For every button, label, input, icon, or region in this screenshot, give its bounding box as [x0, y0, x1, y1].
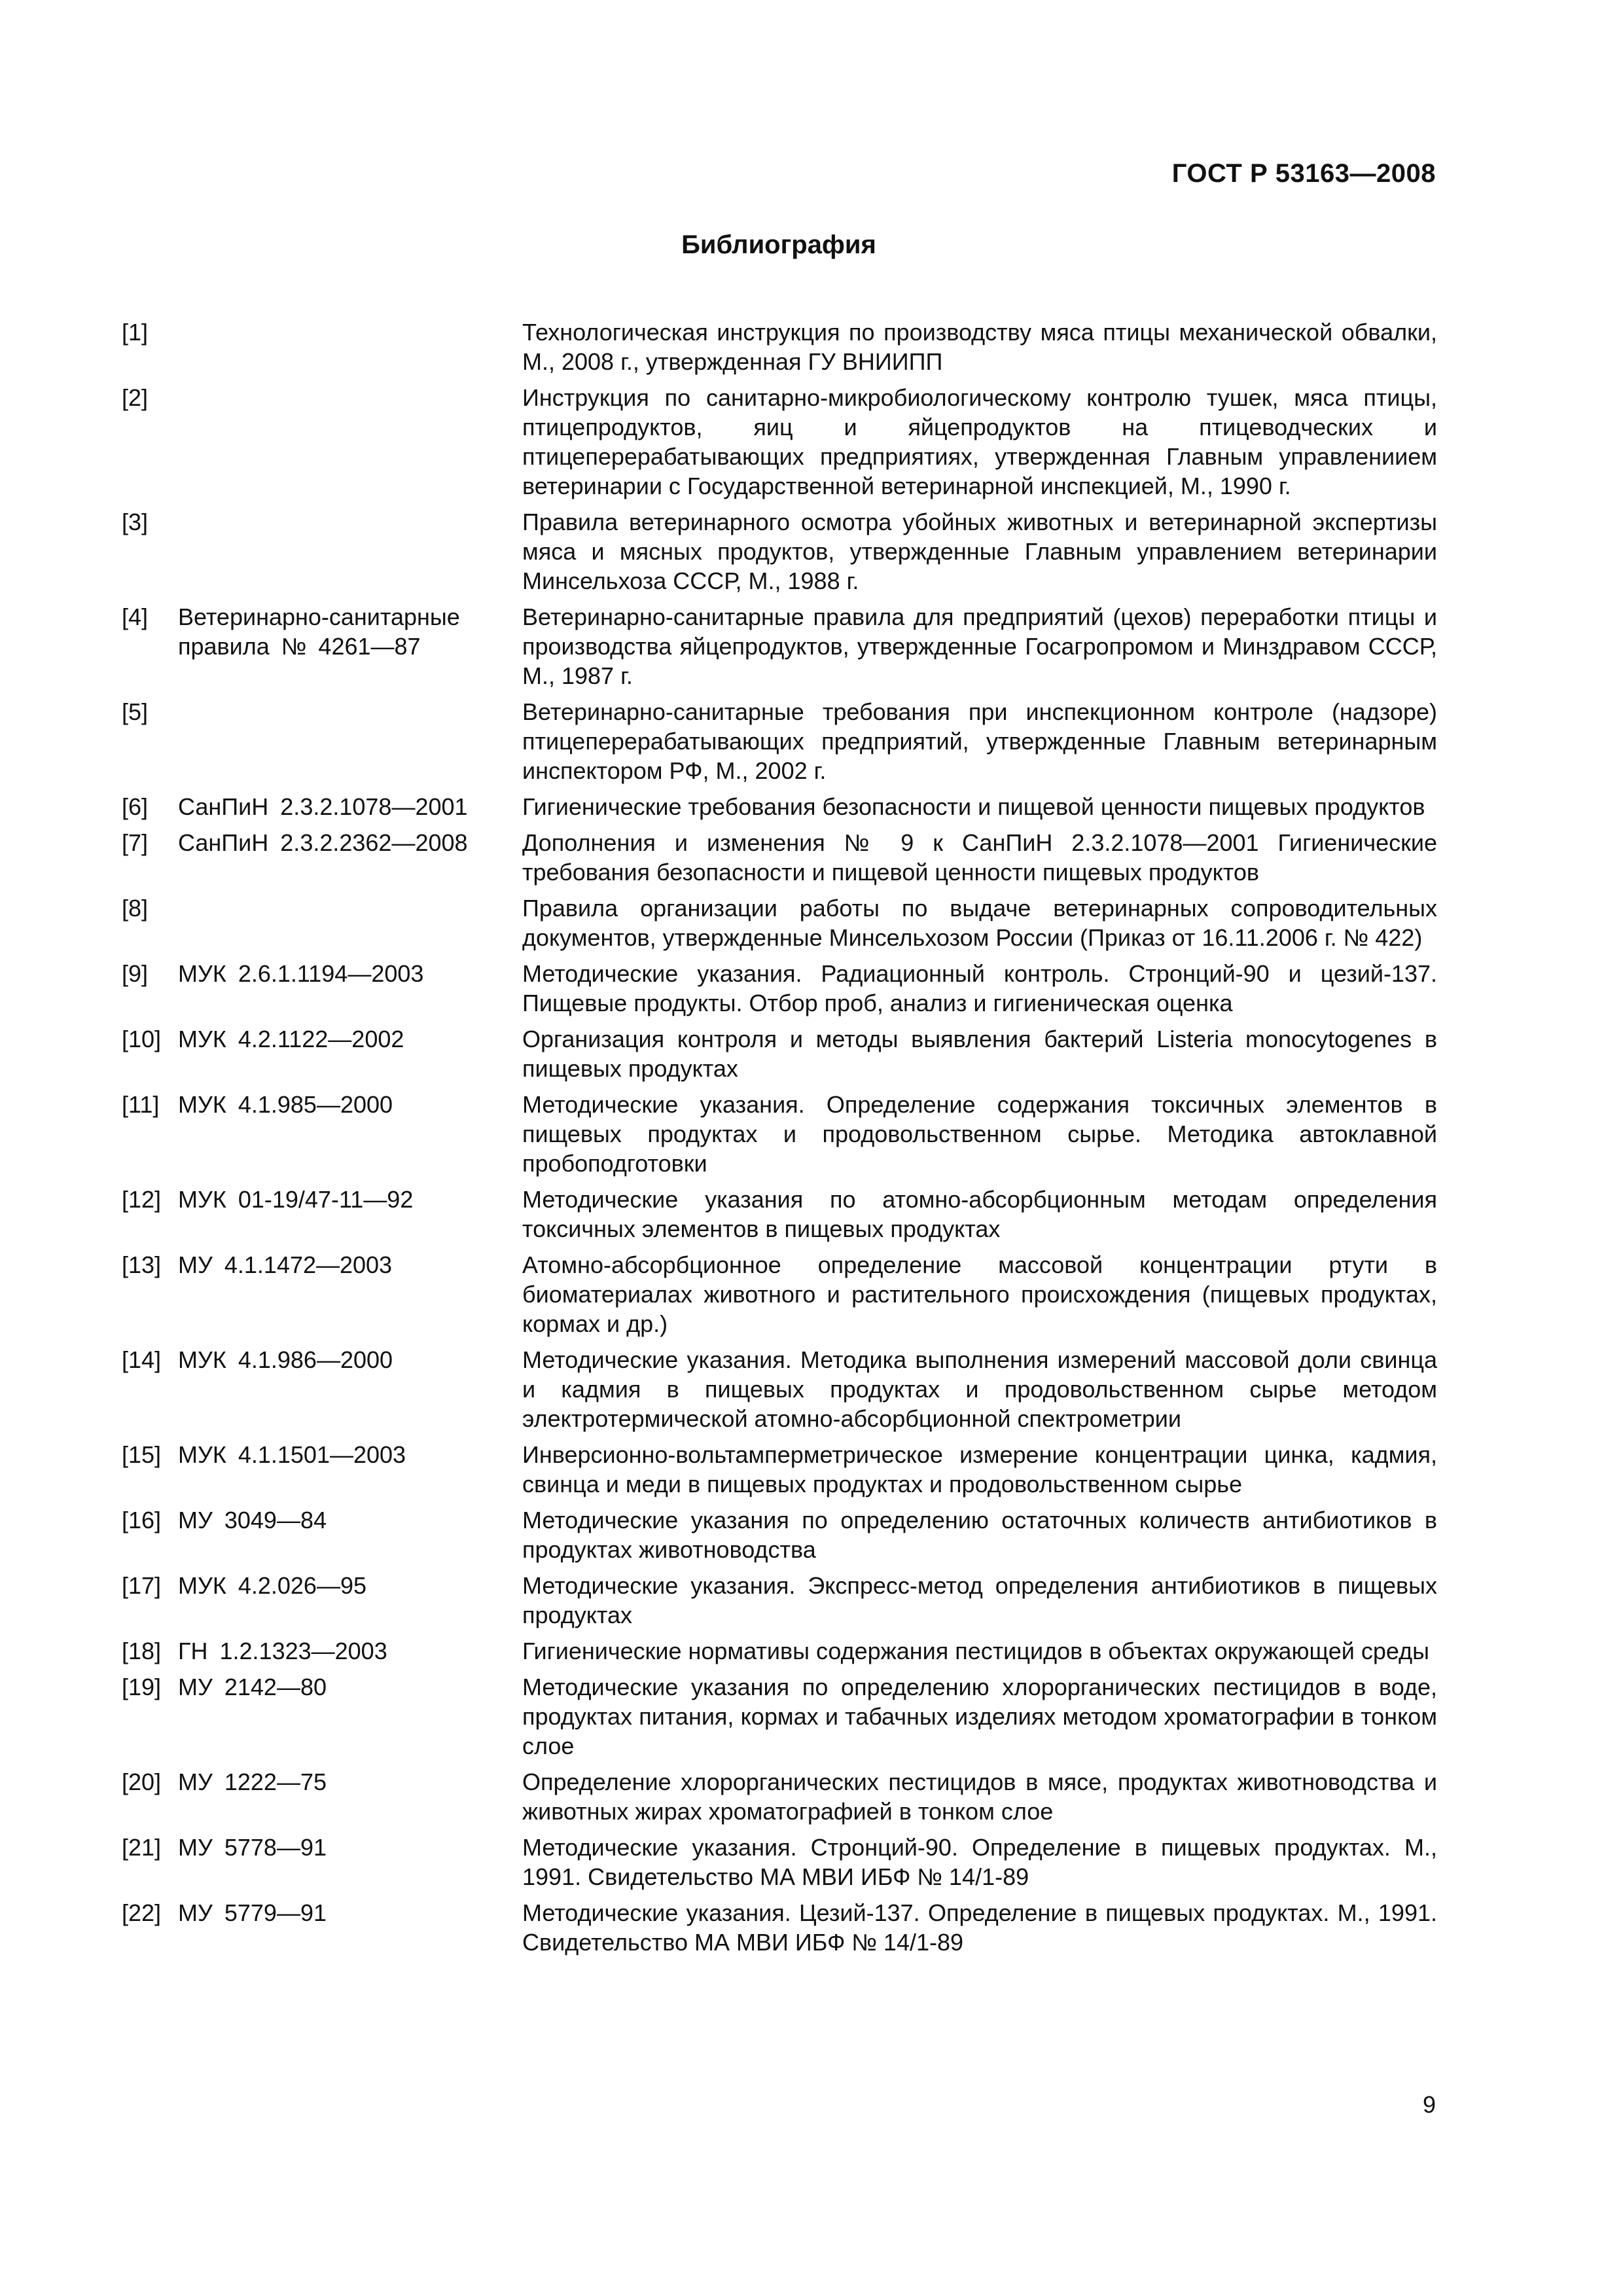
- entry-number: [14]: [122, 1346, 162, 1373]
- entry-number: [10]: [122, 1026, 162, 1052]
- entry-number: [22]: [122, 1899, 162, 1926]
- entry-description: Ветеринарно-санитарные требования при инспекционном контроле (надзоре) птицеперерабатывающих предприятий, утвержденные Главным ветеринарным инспектором РФ, М., 2002 г.: [522, 698, 1437, 784]
- entry-description: Гигиенические нормативы содержания пестицидов в объектах окружающей среды: [522, 1638, 1429, 1664]
- entry-number: [15]: [122, 1441, 162, 1468]
- entry-number: [2]: [122, 384, 149, 411]
- entry-number: [4]: [122, 603, 149, 630]
- entry-number: [19]: [122, 1674, 162, 1700]
- entry-number: [3]: [122, 509, 149, 535]
- entry-document-code: Ветеринарно-санитарные правила № 4261—87: [178, 603, 460, 660]
- entry-description: Методические указания по атомно-абсорбционным методам определения токсичных элементов в пищевых продуктах: [522, 1186, 1437, 1242]
- entry-description: Методические указания. Цезий-137. Определение в пищевых продуктах. М., 1991. Свидетельство МА МВИ ИБФ № 14/1-89: [522, 1899, 1437, 1956]
- entry-number: [21]: [122, 1834, 162, 1861]
- bibliography-list: [122, 317, 1437, 1964]
- entry-number: [11]: [122, 1091, 160, 1118]
- entry-document-code: МУК 01-19/47-11—92: [178, 1186, 414, 1213]
- bibliography-entry: [122, 507, 1437, 596]
- entry-document-code: МУ 3049—84: [178, 1507, 327, 1534]
- bibliography-entry: [122, 893, 1437, 952]
- entry-number: [6]: [122, 793, 149, 820]
- entry-number: [18]: [122, 1638, 162, 1664]
- entry-number: [13]: [122, 1251, 162, 1278]
- bibliography-entry: [122, 1672, 1437, 1761]
- entry-description: Определение хлорорганических пестицидов в мясе, продуктах животноводства и животных жирах хроматографией в тонком слое: [522, 1768, 1437, 1825]
- entry-description: Ветеринарно-санитарные правила для предприятий (цехов) переработки птицы и производства яйцепродуктов, утвержденные Госагропромом и Минздравом СССР, М., 1987 г.: [522, 603, 1437, 689]
- bibliography-entry: [122, 1185, 1437, 1244]
- entry-document-code: СанПиН 2.3.2.2362—2008: [178, 829, 468, 856]
- entry-document-code: МУ 1222—75: [178, 1768, 327, 1795]
- entry-description: Инструкция по санитарно-микробиологическому контролю тушек, мяса птицы, птицепродуктов, яиц и яйцепродуктов на птицеводческих и птицеперерабатывающих предприятиях, утвержденная Главным управлениием ветеринарии с Государственной ветеринарной инспекцией, М., 1990 г.: [522, 384, 1437, 499]
- bibliography-entry: [122, 602, 1437, 691]
- entry-number: [5]: [122, 698, 149, 725]
- entry-number: [7]: [122, 829, 149, 856]
- entry-document-code: МУК 4.1.985—2000: [178, 1091, 393, 1118]
- bibliography-entry: [122, 1024, 1437, 1083]
- document-code: ГОСТ Р 53163—2008: [1171, 159, 1436, 188]
- entry-document-code: МУК 4.1.1501—2003: [178, 1441, 406, 1468]
- entry-document-code: СанПиН 2.3.2.1078—2001: [178, 793, 468, 820]
- entry-document-code: МУ 5778—91: [178, 1834, 327, 1861]
- bibliography-entry: [122, 1090, 1437, 1178]
- entry-description: Дополнения и изменения № 9 к СанПиН 2.3.2.1078—2001 Гигиенические требования безопасности и пищевой ценности пищевых продуктов: [522, 829, 1437, 886]
- entry-document-code: ГН 1.2.1323—2003: [178, 1638, 387, 1664]
- entry-document-code: МУК 4.2.026—95: [178, 1572, 366, 1599]
- entry-document-code: МУК 2.6.1.1194—2003: [178, 960, 424, 987]
- entry-description: Методические указания. Экспресс-метод определения антибиотиков в пищевых продуктах: [522, 1572, 1437, 1628]
- entry-document-code: МУ 5779—91: [178, 1899, 327, 1926]
- entry-description: Правила организации работы по выдаче ветеринарных сопроводительных документов, утвержденные Минсельхозом России (Приказ от 16.11.2006 г. № 422): [522, 895, 1437, 951]
- entry-document-code: МУ 4.1.1472—2003: [178, 1251, 393, 1278]
- entry-description: Методические указания по определению хлорорганических пестицидов в воде, продуктах питания, кормах и табачных изделиях методом хроматографии в тонком слое: [522, 1674, 1437, 1759]
- bibliography-entry: [122, 383, 1437, 501]
- bibliography-entry: [122, 1345, 1437, 1433]
- entry-number: [17]: [122, 1572, 162, 1599]
- entry-document-code: МУ 2142—80: [178, 1674, 327, 1700]
- bibliography-entry: [122, 1440, 1437, 1499]
- entry-number: [20]: [122, 1768, 162, 1795]
- entry-number: [8]: [122, 895, 149, 922]
- bibliography-entry: [122, 1505, 1437, 1564]
- entry-document-code: МУК 4.2.1122—2002: [178, 1026, 404, 1052]
- entry-number: [12]: [122, 1186, 162, 1213]
- entry-number: [9]: [122, 960, 149, 987]
- entry-number: [16]: [122, 1507, 162, 1534]
- entry-description: Методические указания. Стронций-90. Определение в пищевых продуктах. М., 1991. Свидетельство МА МВИ ИБФ № 14/1-89: [522, 1834, 1437, 1890]
- bibliography-entry: [122, 697, 1437, 785]
- entry-description: Организация контроля и методы выявления бактерий Listeria monocytogenes в пищевых продуктах: [522, 1026, 1437, 1082]
- bibliography-entry: [122, 1636, 1437, 1666]
- bibliography-entry: [122, 1898, 1437, 1957]
- entry-description: Технологическая инструкция по производству мяса птицы механической обвалки, М., 2008 г., утвержденная ГУ ВНИИПП: [522, 319, 1437, 375]
- entry-description: Инверсионно-вольтамперметрическое измерение концентрации цинка, кадмия, свинца и меди в пищевых продуктах и продовольственном сырье: [522, 1441, 1437, 1498]
- entry-description: Методические указания. Методика выполнения измерений массовой доли свинца и кадмия в пищевых продуктах и продовольственном сырье методом электротермической атомно-абсорбционной спектрометрии: [522, 1346, 1437, 1432]
- bibliography-entry: [122, 1767, 1437, 1826]
- bibliography-entry: [122, 959, 1437, 1018]
- entry-description: Правила ветеринарного осмотра убойных животных и ветеринарной экспертизы мяса и мясных продуктов, утвержденные Главным управлением ветеринарии Минсельхоза СССР, М., 1988 г.: [522, 509, 1437, 594]
- bibliography-entry: [122, 828, 1437, 887]
- bibliography-entry: [122, 792, 1437, 821]
- entry-description: Методические указания. Определение содержания токсичных элементов в пищевых продуктах и продовольственном сырье. Методика автоклавной пробоподготовки: [522, 1091, 1437, 1177]
- page-number: 9: [1422, 2091, 1436, 2118]
- bibliography-entry: [122, 317, 1437, 376]
- bibliography-entry: [122, 1571, 1437, 1630]
- entry-number: [1]: [122, 319, 149, 346]
- entry-description: Методические указания. Радиационный контроль. Стронций-90 и цезий-137. Пищевые продукты. Отбор проб, анализ и гигиеническая оценка: [522, 960, 1437, 1016]
- entry-document-code: МУК 4.1.986—2000: [178, 1346, 393, 1373]
- page-title: Библиография: [681, 230, 876, 259]
- entry-description: Гигиенические требования безопасности и пищевой ценности пищевых продуктов: [522, 793, 1425, 820]
- entry-description: Атомно-абсорбционное определение массовой концентрации ртути в биоматериалах животного и растительного происхождения (пищевых продуктах, кормах и др.): [522, 1251, 1437, 1337]
- bibliography-entry: [122, 1833, 1437, 1892]
- bibliography-entry: [122, 1250, 1437, 1338]
- entry-description: Методические указания по определению остаточных количеств антибиотиков в продуктах животноводства: [522, 1507, 1437, 1563]
